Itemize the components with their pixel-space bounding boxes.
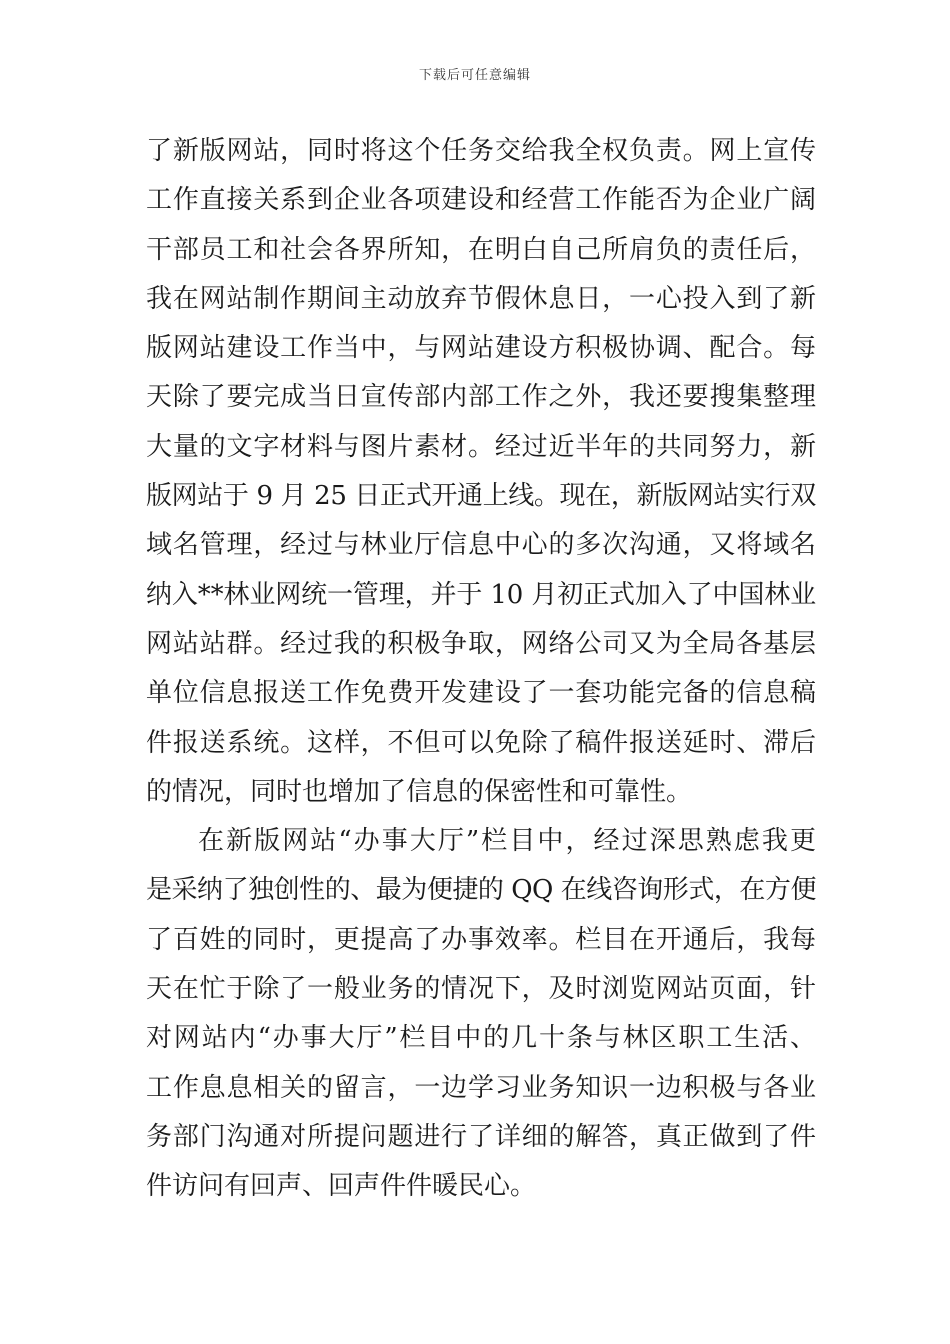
text-line: 对网站内“办事大厅”栏目中的几十条与林区职工生活、 bbox=[146, 1023, 816, 1054]
paragraph-2 bbox=[146, 817, 816, 1211]
text-line: 大量的文字材料与图片素材。经过近半年的共同努力，新 bbox=[146, 431, 816, 462]
text-line: 网站站群。经过我的积极争取，网络公司又为全局各基层 bbox=[146, 628, 816, 659]
text-line: 件访问有回声、回声件件暖民心。 bbox=[146, 1171, 537, 1202]
paragraph-1 bbox=[146, 127, 816, 817]
text-line: 我在网站制作期间主动放弃节假休息日，一心投入到了新 bbox=[146, 283, 816, 314]
text-line: 域名管理，经过与林业厅信息中心的多次沟通，又将域名 bbox=[146, 530, 816, 561]
text-line: 在新版网站“办事大厅”栏目中，经过深思熟虑我更 bbox=[198, 826, 816, 857]
text-line: 了百姓的同时，更提高了办事效率。栏目在开通后，我每 bbox=[146, 924, 816, 955]
text-line: 天在忙于除了一般业务的情况下，及时浏览网站页面，针 bbox=[146, 974, 816, 1005]
document-body bbox=[146, 127, 816, 1212]
text-line: 干部员工和社会各界所知，在明白自己所肩负的责任后， bbox=[146, 234, 816, 265]
text-line: 版网站于 9 月 25 日正式开通上线。现在，新版网站实行双 bbox=[146, 481, 816, 512]
text-line: 工作息息相关的留言，一边学习业务知识一边积极与各业 bbox=[146, 1072, 816, 1103]
text-line: 纳入**林业网统一管理，并于 10 月初正式加入了中国林业 bbox=[146, 579, 816, 610]
page-header: 下载后可任意编辑 bbox=[418, 68, 531, 83]
text-line: 是采纳了独创性的、最为便捷的 QQ 在线咨询形式，在方便 bbox=[146, 875, 816, 906]
text-line: 了新版网站，同时将这个任务交给我全权负责。网上宣传 bbox=[146, 136, 816, 166]
text-line: 件报送系统。这样，不但可以免除了稿件报送延时、滞后 bbox=[146, 727, 816, 758]
text-line: 单位信息报送工作免费开发建设了一套功能完备的信息稿 bbox=[146, 678, 816, 709]
text-line: 工作直接关系到企业各项建设和经营工作能否为企业广阔 bbox=[146, 185, 816, 216]
text-line: 的情况，同时也增加了信息的保密性和可靠性。 bbox=[146, 776, 693, 807]
text-line: 版网站建设工作当中，与网站建设方积极协调、配合。每 bbox=[146, 333, 816, 364]
text-line: 天除了要完成当日宣传部内部工作之外，我还要搜集整理 bbox=[146, 382, 816, 413]
text-line: 务部门沟通对所提问题进行了详细的解答，真正做到了件 bbox=[146, 1121, 816, 1152]
